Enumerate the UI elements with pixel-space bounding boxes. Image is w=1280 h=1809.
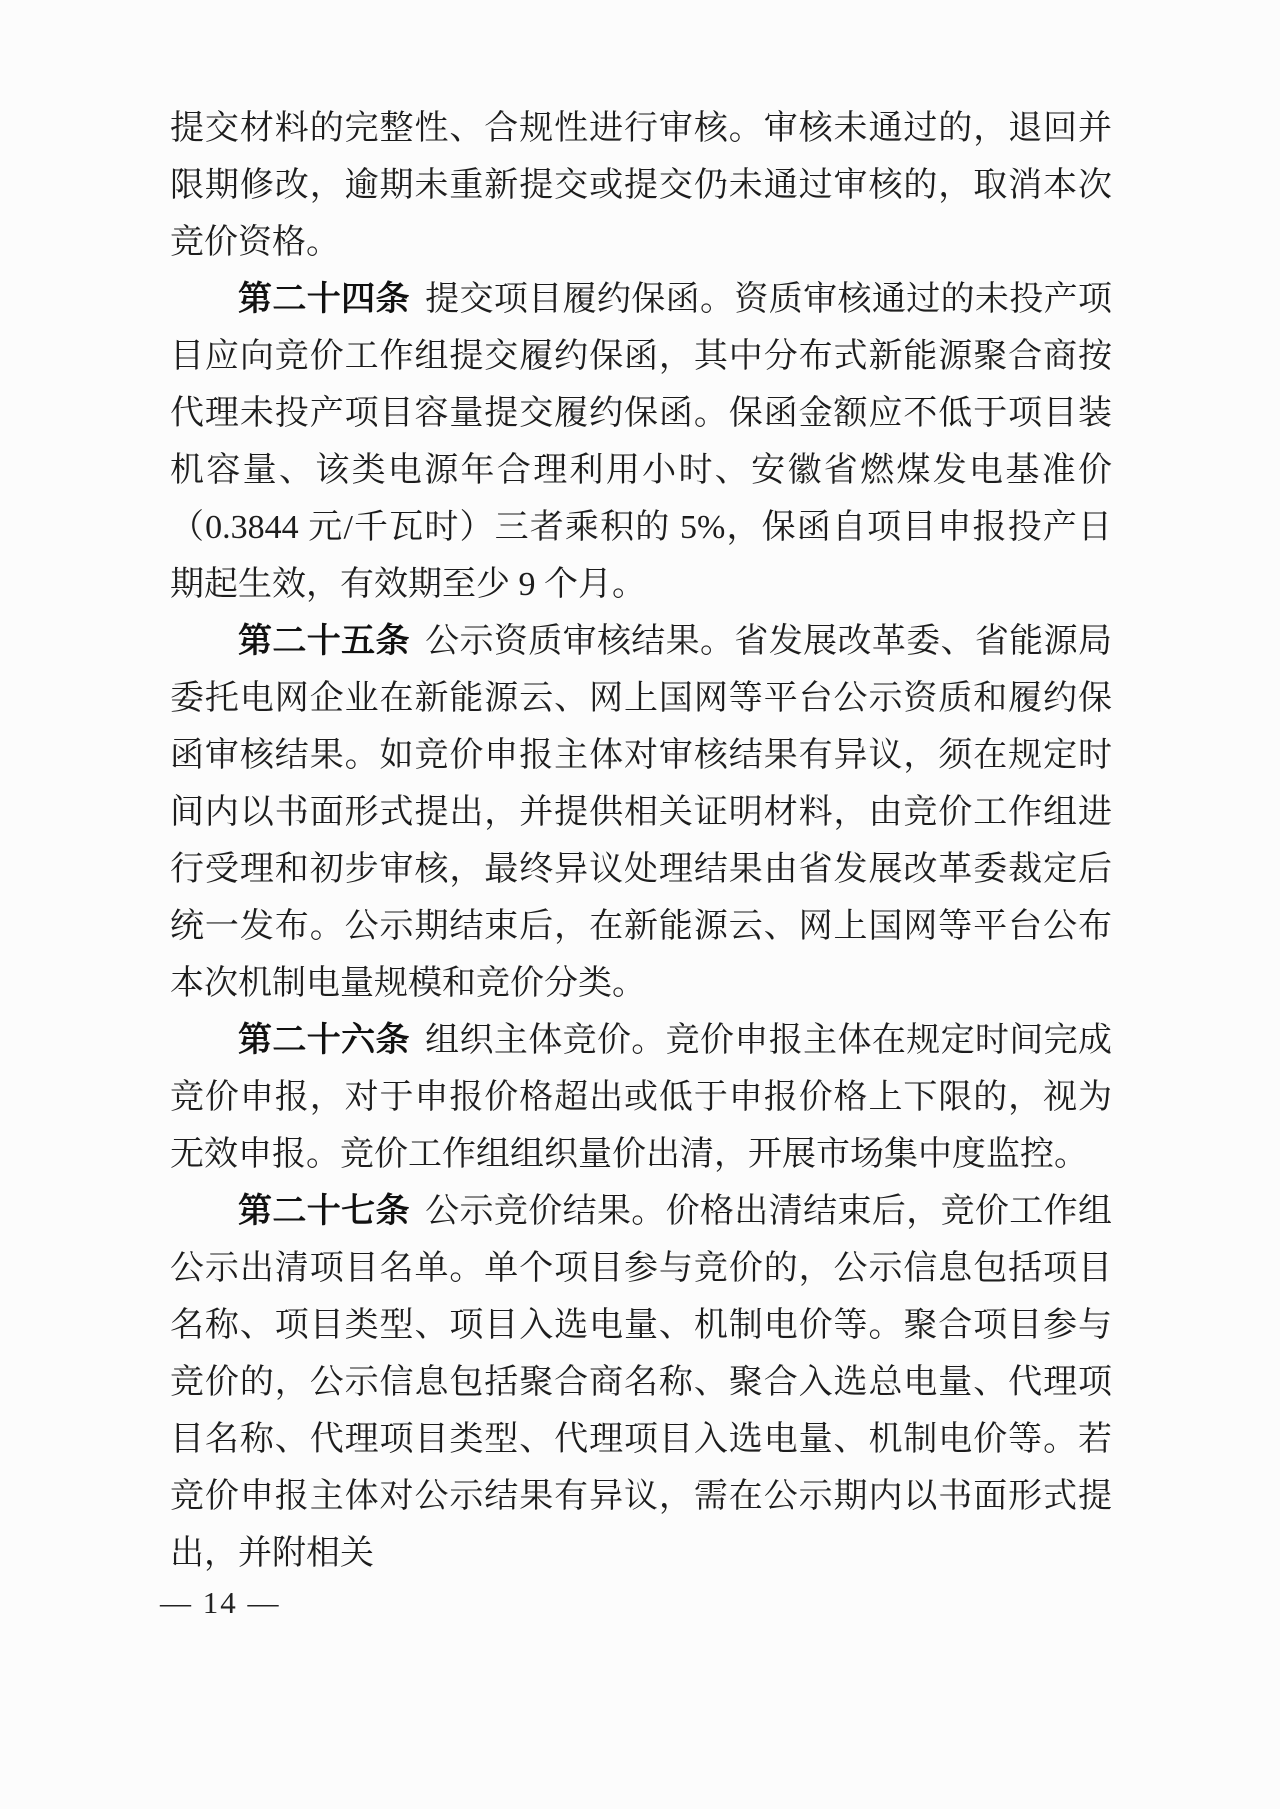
article-26-number: 第二十六条	[238, 1021, 410, 1059]
paragraph-continuation-text: 提交材料的完整性、合规性进行审核。审核未通过的，退回并限期修改，逾期未重新提交或提交仍未通过审核的，取消本次竞价资格。	[170, 110, 1112, 261]
article-26-text: 组织主体竞价。竞价申报主体在规定时间完成竞价申报，对于申报价格超出或低于申报价格上下限的，视为无效申报。竞价工作组组织量价出清，开展市场集中度监控。	[170, 1022, 1113, 1173]
article-27-number: 第二十七条	[238, 1192, 410, 1230]
article-24-number: 第二十四条	[238, 280, 410, 318]
paragraph-continuation	[170, 100, 1112, 271]
article-24-text: 提交项目履约保函。资质审核通过的未投产项目应向竞价工作组提交履约保函，其中分布式新能源聚合商按代理未投产项目容量提交履约保函。保函金额应不低于项目装机容量、该类电源年合理利用小时、安徽省燃煤发电基准价（0.3844 元/千瓦时）三者乘积的 5%，保函自项目申报投产日期起生效，有效期至少 9 个月。	[170, 281, 1113, 603]
paragraph-article-24	[170, 271, 1112, 613]
page-number: — 14 —	[160, 1585, 281, 1620]
article-25-text: 公示资质审核结果。省发展改革委、省能源局委托电网企业在新能源云、网上国网等平台公示资质和履约保函审核结果。如竞价申报主体对审核结果有异议，须在规定时间内以书面形式提出，并提供相关证明材料，由竞价工作组进行受理和初步审核，最终异议处理结果由省发展改革委裁定后统一发布。公示期结束后，在新能源云、网上国网等平台公布本次机制电量规模和竞价分类。	[170, 623, 1113, 1002]
paragraph-article-26	[170, 1012, 1112, 1183]
article-27-text: 公示竞价结果。价格出清结束后，竞价工作组公示出清项目名单。单个项目参与竞价的，公示信息包括项目名称、项目类型、项目入选电量、机制电价等。聚合项目参与竞价的，公示信息包括聚合商名称、聚合入选总电量、代理项目名称、代理项目类型、代理项目入选电量、机制电价等。若竞价申报主体对公示结果有异议，需在公示期内以书面形式提出，并附相关	[170, 1193, 1113, 1572]
article-25-number: 第二十五条	[238, 622, 410, 660]
paragraph-article-27	[170, 1183, 1112, 1582]
paragraph-article-25	[170, 613, 1112, 1012]
document-body	[170, 100, 1112, 1582]
